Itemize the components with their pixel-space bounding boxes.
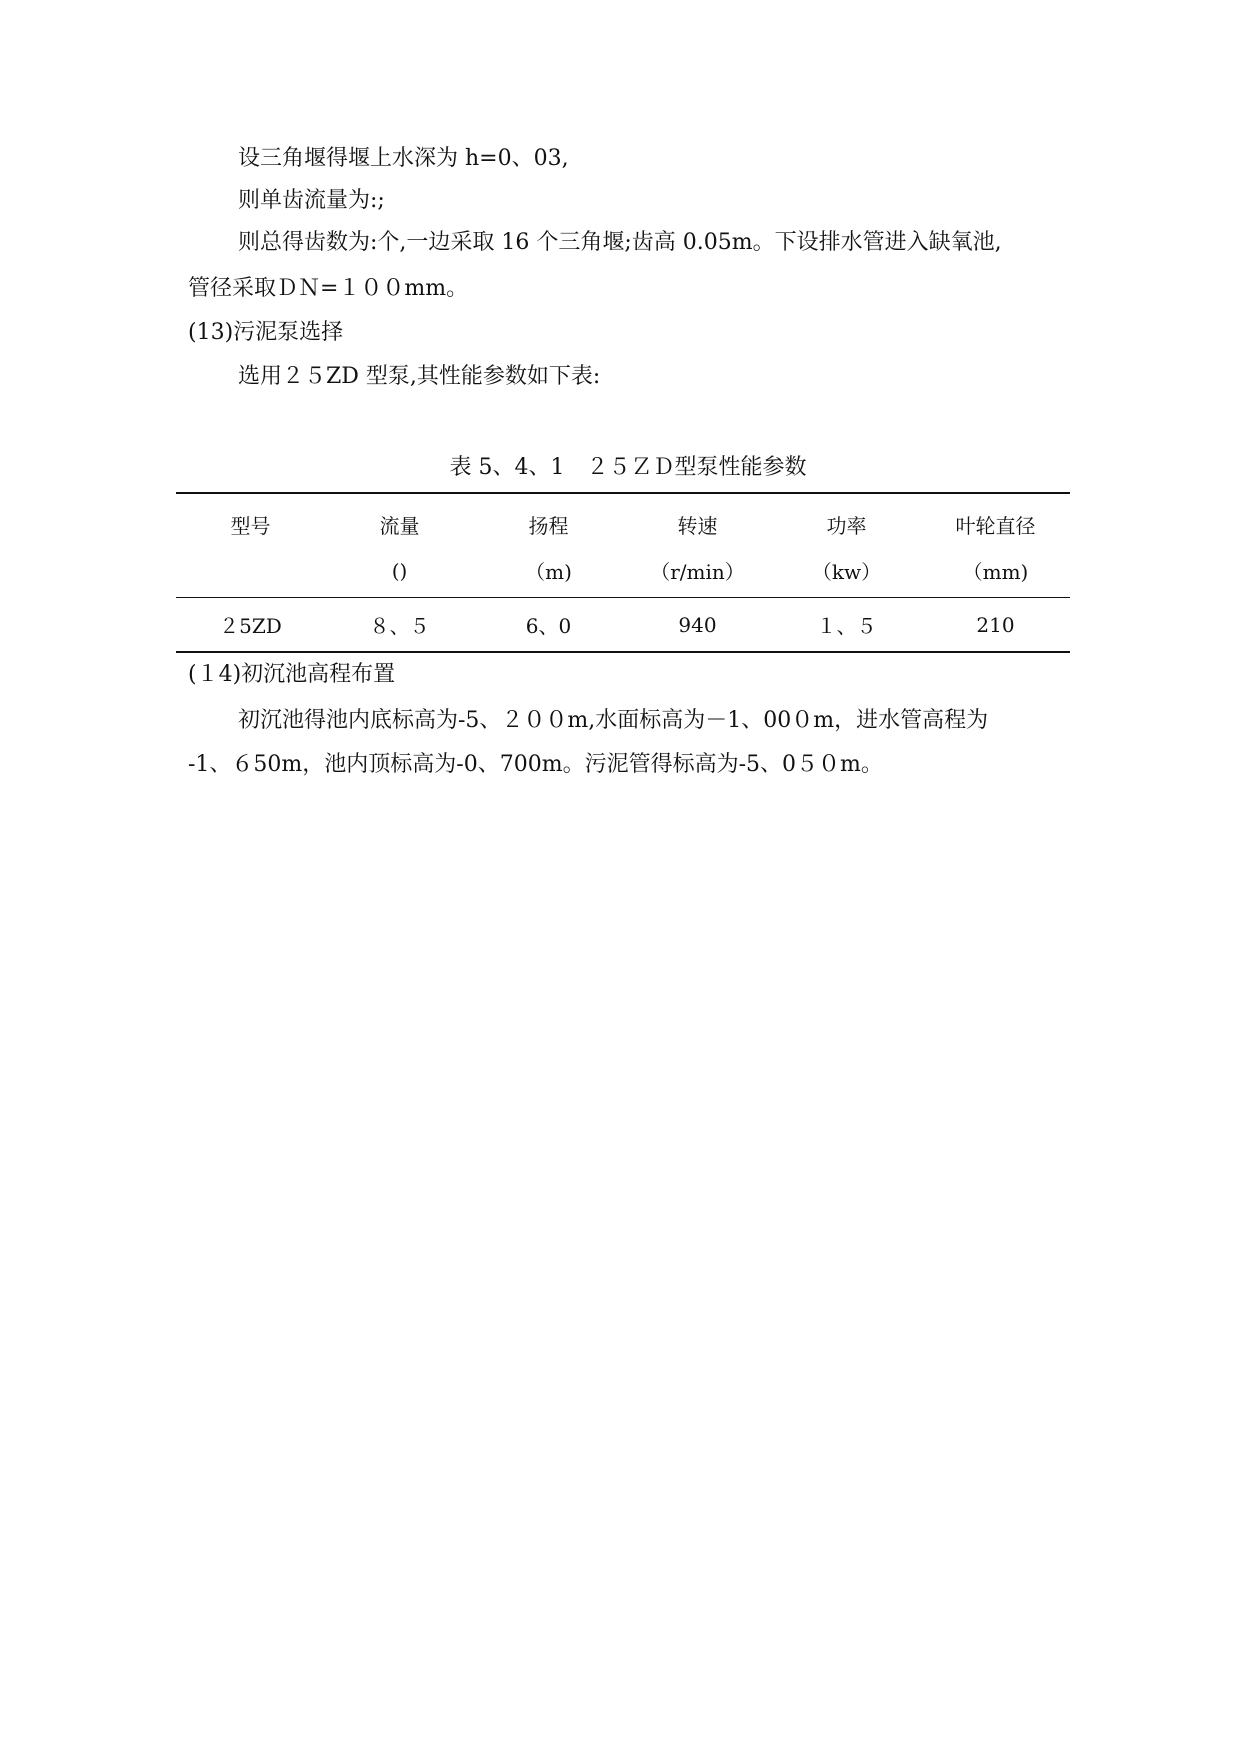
table-caption: 表 5、4、1 ２５ＺＤ型泵性能参数 bbox=[449, 455, 807, 480]
heading-sludge-pump: (13)污泥泵选择 bbox=[188, 320, 344, 345]
unit-head: （m) bbox=[474, 540, 623, 598]
cell-head: 6、0 bbox=[474, 598, 623, 653]
header-model: 型号 bbox=[176, 493, 325, 540]
cell-flow: ８、５ bbox=[325, 598, 474, 653]
cell-model: ２5ZD bbox=[176, 598, 325, 653]
header-head: 扬程 bbox=[474, 493, 623, 540]
paragraph-pump-selection: 选用２５ZD 型泵,其性能参数如下表: bbox=[238, 364, 601, 389]
table-row bbox=[176, 598, 1070, 653]
unit-impeller-diameter: （mm) bbox=[921, 540, 1070, 598]
paragraph-elevation-details-cont: -1、６50m，池内顶标高为-0、700m。污泥管得标高为-5、0５０m。 bbox=[188, 752, 883, 777]
paragraph-single-tooth-flow: 则单齿流量为:; bbox=[238, 188, 385, 213]
cell-speed: 940 bbox=[623, 598, 772, 653]
paragraph-weir-depth: 设三角堰得堰上水深为 h=0、03, bbox=[238, 146, 569, 171]
cell-power: １、５ bbox=[772, 598, 921, 653]
paragraph-pipe-diameter: 管径采取ＤＮ=１００mm。 bbox=[188, 276, 469, 301]
pump-parameter-table bbox=[176, 492, 1070, 653]
header-impeller-diameter: 叶轮直径 bbox=[921, 493, 1070, 540]
unit-speed: （r/min） bbox=[623, 540, 772, 598]
header-flow: 流量 bbox=[325, 493, 474, 540]
unit-flow: () bbox=[325, 540, 474, 598]
table-units-row bbox=[176, 540, 1070, 598]
parameter-table bbox=[176, 492, 1070, 653]
paragraph-elevation-details: 初沉池得池内底标高为-5、２００m,水面标高为－1、00０m，进水管高程为 bbox=[238, 708, 989, 733]
heading-primary-clarifier-elevation: (１4)初沉池高程布置 bbox=[188, 662, 396, 687]
paragraph-total-teeth: 则总得齿数为:个,一边采取 16 个三角堰;齿高 0.05m。下设排水管进入缺氧池, bbox=[238, 230, 1002, 255]
unit-model bbox=[176, 540, 325, 598]
header-power: 功率 bbox=[772, 493, 921, 540]
header-speed: 转速 bbox=[623, 493, 772, 540]
table-header-row bbox=[176, 493, 1070, 540]
cell-impeller-diameter: 210 bbox=[921, 598, 1070, 653]
unit-power: （kw） bbox=[772, 540, 921, 598]
